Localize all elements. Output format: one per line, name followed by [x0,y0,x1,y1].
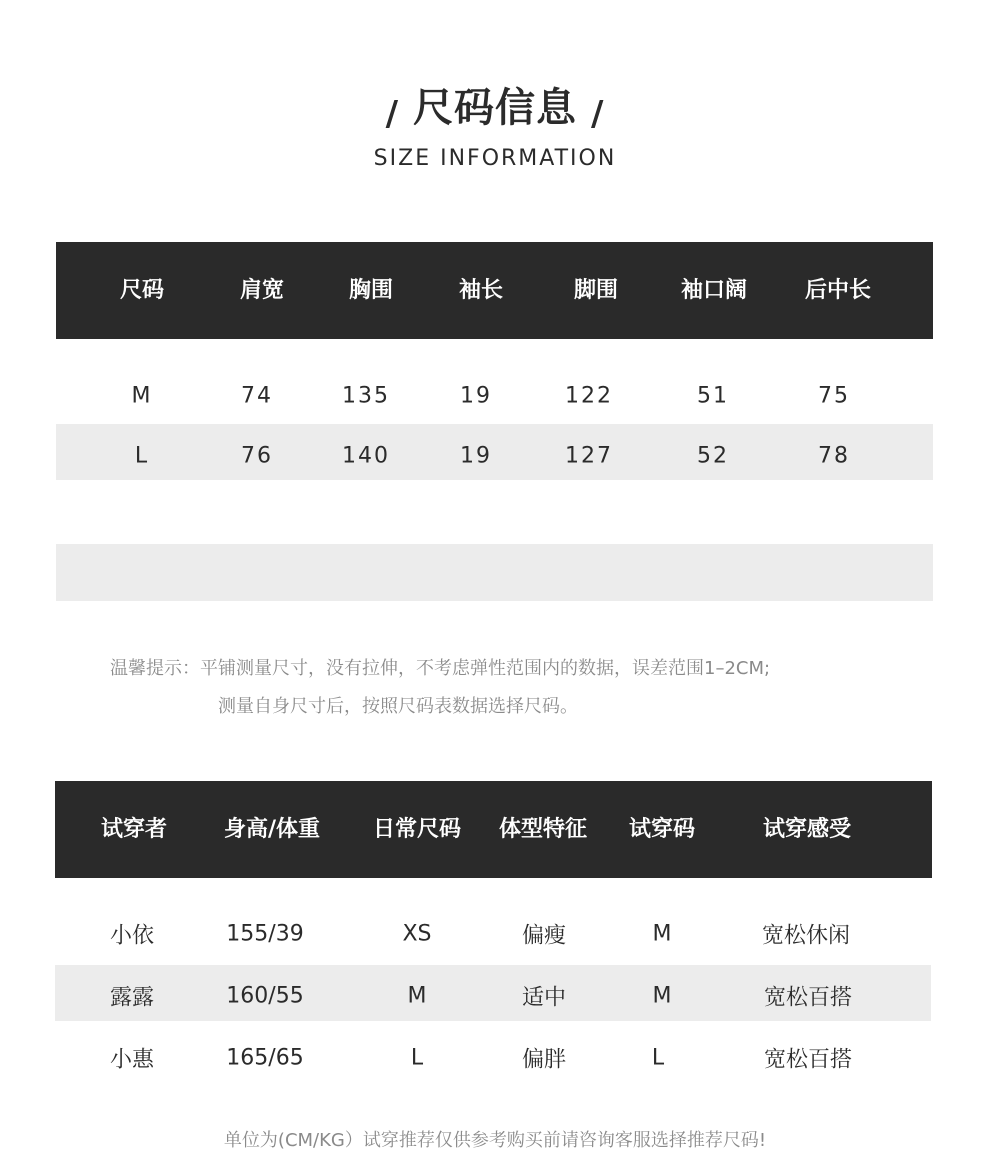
tryon-header-cell: 身高/体重 [223,817,321,842]
tryon-cell: L [410,1045,424,1071]
size-header-cell: 脚围 [573,278,619,303]
size-table-row-stripe [56,424,933,480]
tryon-header-cell: 体型特征 [498,817,588,842]
tryon-cell: M [652,921,672,947]
size-cell: 76 [241,443,273,469]
size-cell: 78 [818,443,850,469]
tryon-cell: 偏瘦 [521,923,567,949]
size-cell: 127 [565,443,613,469]
size-header-cell: 尺码 [119,278,165,303]
page-subtitle: SIZE INFORMATION [373,146,617,171]
page-title [0,76,990,133]
size-cell: 51 [697,383,729,409]
size-cell: 122 [565,383,613,409]
tryon-cell: 宽松休闲 [761,923,851,949]
tryon-cell: 偏胖 [521,1047,567,1073]
tryon-cell: 小依 [109,923,155,949]
tryon-cell: 小惠 [109,1047,155,1073]
tryon-cell: 155/39 [226,921,304,947]
tryon-cell: 适中 [521,985,567,1011]
measurement-tips [110,650,930,726]
tryon-cell: M [652,983,672,1009]
tryon-header-cell: 试穿码 [628,817,696,842]
title-slash-left: / [385,94,399,134]
tips-line-1: 温馨提示：平铺测量尺寸，没有拉伸，不考虑弹性范围内的数据，误差范围1–2CM; [110,658,771,679]
size-cell: 74 [241,383,273,409]
size-header-cell: 袖口阔 [680,278,748,303]
size-header-cell: 后中长 [804,278,872,303]
footer-note: 单位为(CM/KG）试穿推荐仅供参考购买前请咨询客服选择推荐尺码! [223,1130,767,1151]
size-cell: L [134,443,150,469]
size-cell: 19 [460,443,492,469]
tryon-header-cell: 试穿者 [100,817,168,842]
tryon-cell: 160/55 [226,983,304,1009]
tryon-table-header [55,781,932,878]
size-cell: M [131,383,153,409]
size-table-empty-row [56,544,933,601]
tryon-cell: M [407,983,427,1009]
tryon-cell: 165/65 [226,1045,304,1071]
size-cell: 19 [460,383,492,409]
tryon-header-cell: 日常尺码 [372,817,462,842]
tips-line-2: 测量自身尺寸后，按照尺码表数据选择尺码。 [218,696,578,717]
size-cell: 140 [342,443,390,469]
size-table-header [56,242,933,339]
tryon-cell: 宽松百搭 [763,985,853,1011]
tryon-cell: XS [402,921,432,947]
title-text: 尺码信息 [413,85,577,131]
tryon-cell: 宽松百搭 [763,1047,853,1073]
tryon-header-cell: 试穿感受 [762,817,852,842]
size-cell: 75 [818,383,850,409]
tryon-cell: L [651,1045,665,1071]
size-header-cell: 袖长 [458,278,504,303]
size-cell: 135 [342,383,390,409]
title-slash-right: / [591,94,605,134]
tryon-cell: 露露 [109,985,155,1011]
size-cell: 52 [697,443,729,469]
size-header-cell: 胸围 [348,278,394,303]
size-header-cell: 肩宽 [239,278,285,303]
